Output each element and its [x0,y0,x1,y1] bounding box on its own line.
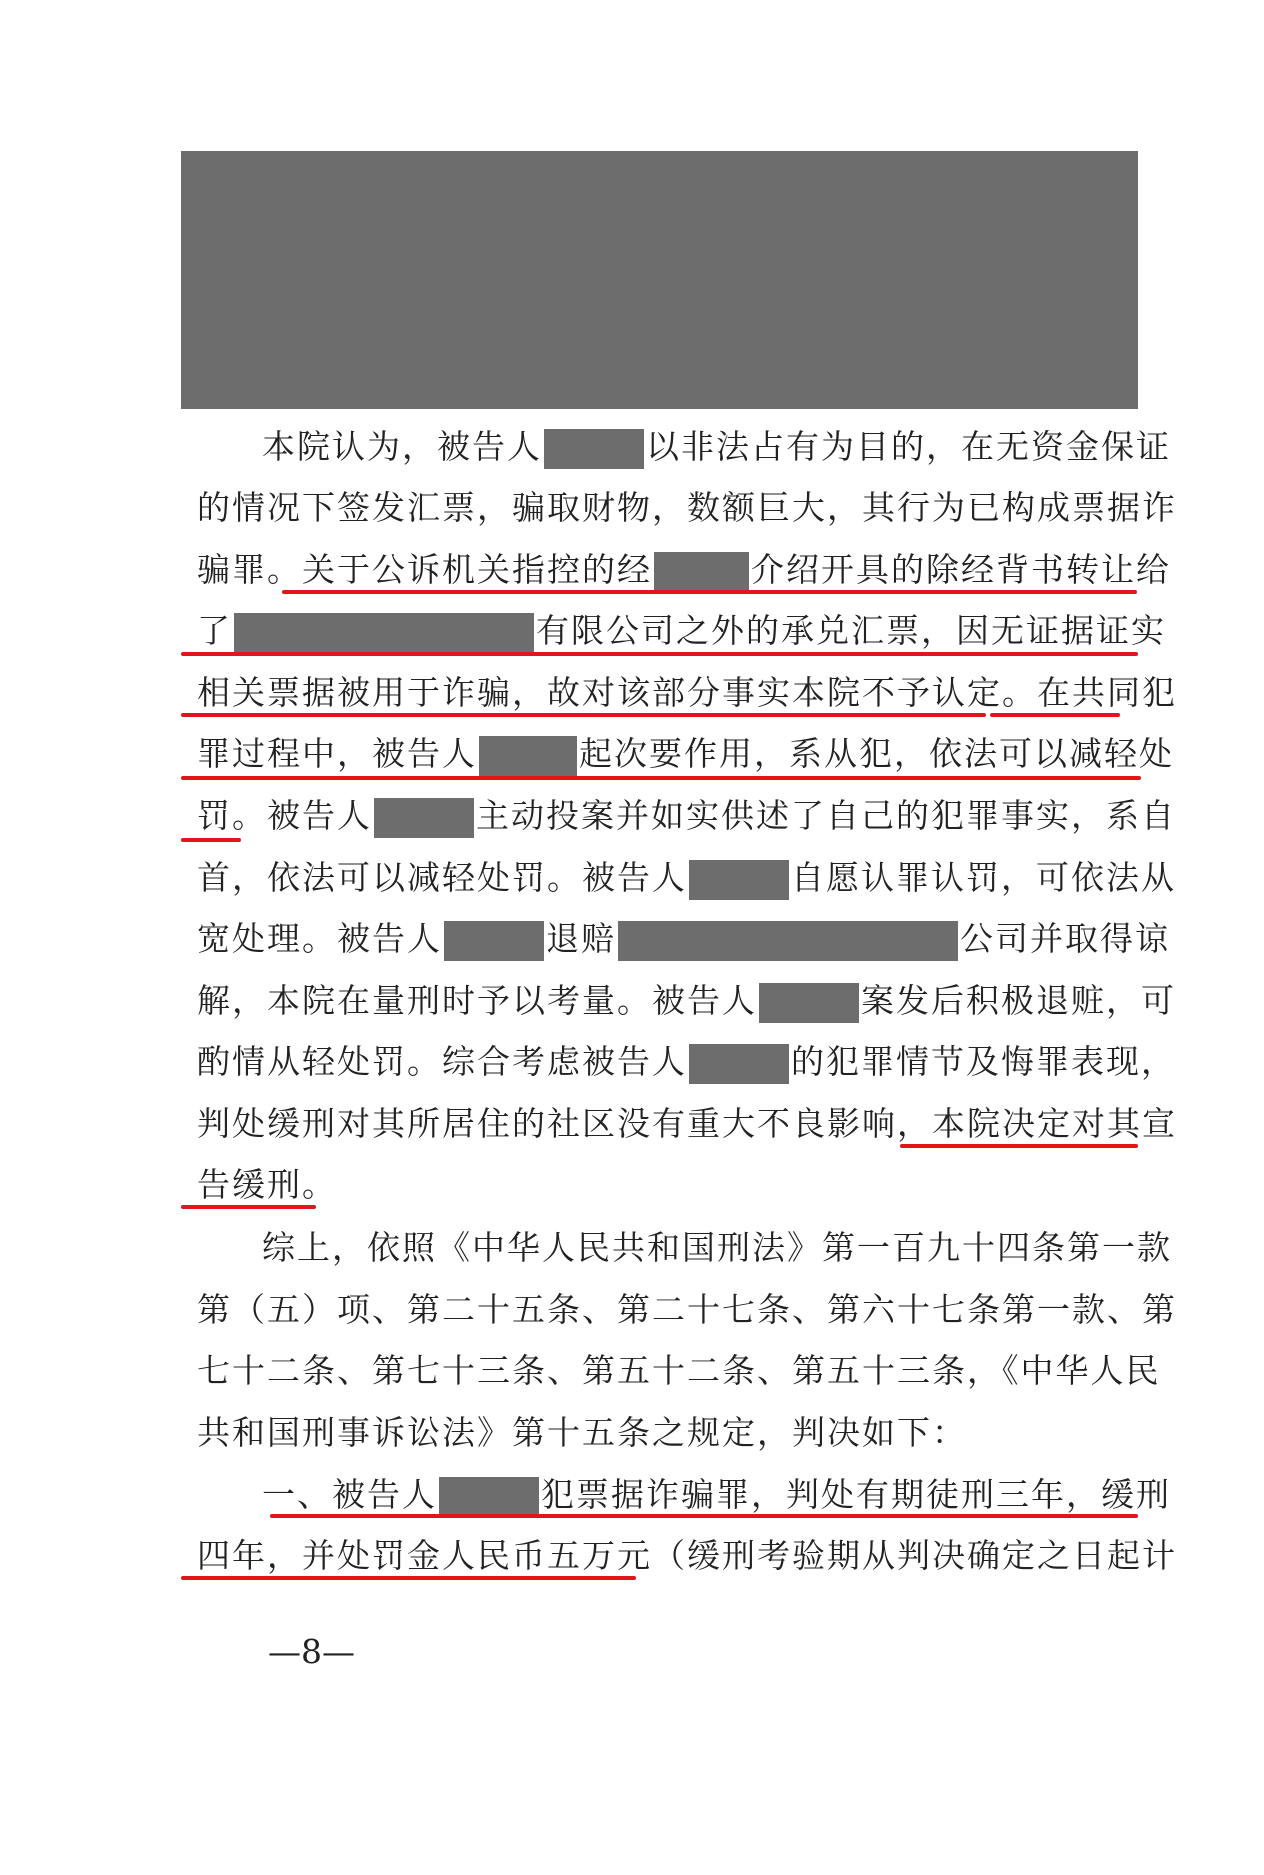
text-segment: 介绍开具的除经背书转让给 [751,550,1171,589]
red-underline [990,713,1120,717]
redaction-box [234,613,534,653]
text-segment: 退赔 [546,919,616,958]
text-segment: 公司并取得谅 [960,919,1170,958]
text-line [197,979,1176,1023]
text-line [197,671,1177,715]
text-segment: 有限公司之外的承兑汇票，因无证据证实 [536,611,1166,650]
red-underline [282,590,1137,594]
text-segment: 犯票据诈骗罪，判处有期徒刑三年，缓刑 [541,1475,1171,1514]
red-underline [181,776,1141,780]
red-underline [181,1576,636,1580]
redaction-box [618,921,958,961]
text-line [197,1534,1177,1578]
red-underline [181,1205,316,1209]
text-segment: 案发后积极退赃，可 [861,981,1176,1020]
text-segment: 罚。被告人 [197,796,372,835]
text-segment: 判处缓刑对其所居住的社区没有重大不良影响，本院决定对其宣 [197,1104,1177,1143]
text-line [262,1473,1171,1517]
redacted-header-block [181,151,1138,409]
text-segment: 的情况下签发汇票，骗取财物，数额巨大，其行为已构成票据诈 [197,488,1177,527]
text-segment: 以非法占有为目的，在无资金保证 [646,427,1171,466]
text-segment: 骗罪。关于公诉机关指控的经 [197,550,652,589]
text-segment: 罪过程中，被告人 [197,734,477,773]
text-segment: 相关票据被用于诈骗，故对该部分事实本院不予认定。在共同犯 [197,673,1177,712]
text-segment: 本院认为，被告人 [262,427,542,466]
text-line [197,609,1166,653]
text-segment: 告缓刑。 [197,1165,337,1204]
red-underline [270,1514,1138,1518]
redaction-box [439,1477,539,1517]
text-segment: 综上，依照《中华人民共和国刑法》第一百九十四条第一款 [262,1228,1172,1267]
text-line [197,1411,967,1455]
text-segment: 了 [197,611,232,650]
red-underline [900,1144,1138,1148]
redaction-box [544,429,644,469]
text-segment: 四年，并处罚金人民币五万元（缓刑考验期从判决确定之日起计 [197,1536,1177,1575]
text-line [197,548,1171,592]
text-line [197,856,1176,900]
redaction-box [689,860,789,900]
redaction-box [689,1044,789,1084]
text-segment: 的犯罪情节及悔罪表现， [791,1042,1176,1081]
text-line [197,1102,1177,1146]
text-line [197,1040,1176,1084]
text-segment: 共和国刑事诉讼法》第十五条之规定，判决如下： [197,1413,967,1452]
text-segment: 第（五）项、第二十五条、第二十七条、第六十七条第一款、第 [197,1290,1177,1329]
text-segment: 酌情从轻处罚。综合考虑被告人 [197,1042,687,1081]
redaction-box [654,552,749,592]
text-line [197,1349,1161,1393]
text-segment: 宽处理。被告人 [197,919,442,958]
text-segment: 一、被告人 [262,1475,437,1514]
redaction-box [444,921,544,961]
text-line [262,1226,1172,1270]
text-line [197,794,1176,838]
text-segment: 自愿认罪认罚，可依法从 [791,858,1176,897]
text-segment: 解，本院在量刑时予以考量。被告人 [197,981,757,1020]
text-segment: 首，依法可以减轻处罚。被告人 [197,858,687,897]
text-line [197,917,1170,961]
text-line [262,425,1171,469]
text-segment: 起次要作用，系从犯，依法可以减轻处 [579,734,1174,773]
page-number: —8— [268,1632,355,1671]
text-line [197,1163,337,1207]
text-segment: 七十二条、第七十三条、第五十二条、第五十三条，《中华人民 [197,1351,1161,1390]
red-underline [181,838,241,842]
text-line [197,1288,1177,1332]
redaction-box [479,736,577,776]
text-line [197,486,1177,530]
text-line [197,732,1174,776]
red-underline [181,713,986,717]
redaction-box [374,798,474,838]
redaction-box [759,983,859,1023]
red-underline [181,652,1138,656]
text-segment: 主动投案并如实供述了自己的犯罪事实，系自 [476,796,1176,835]
